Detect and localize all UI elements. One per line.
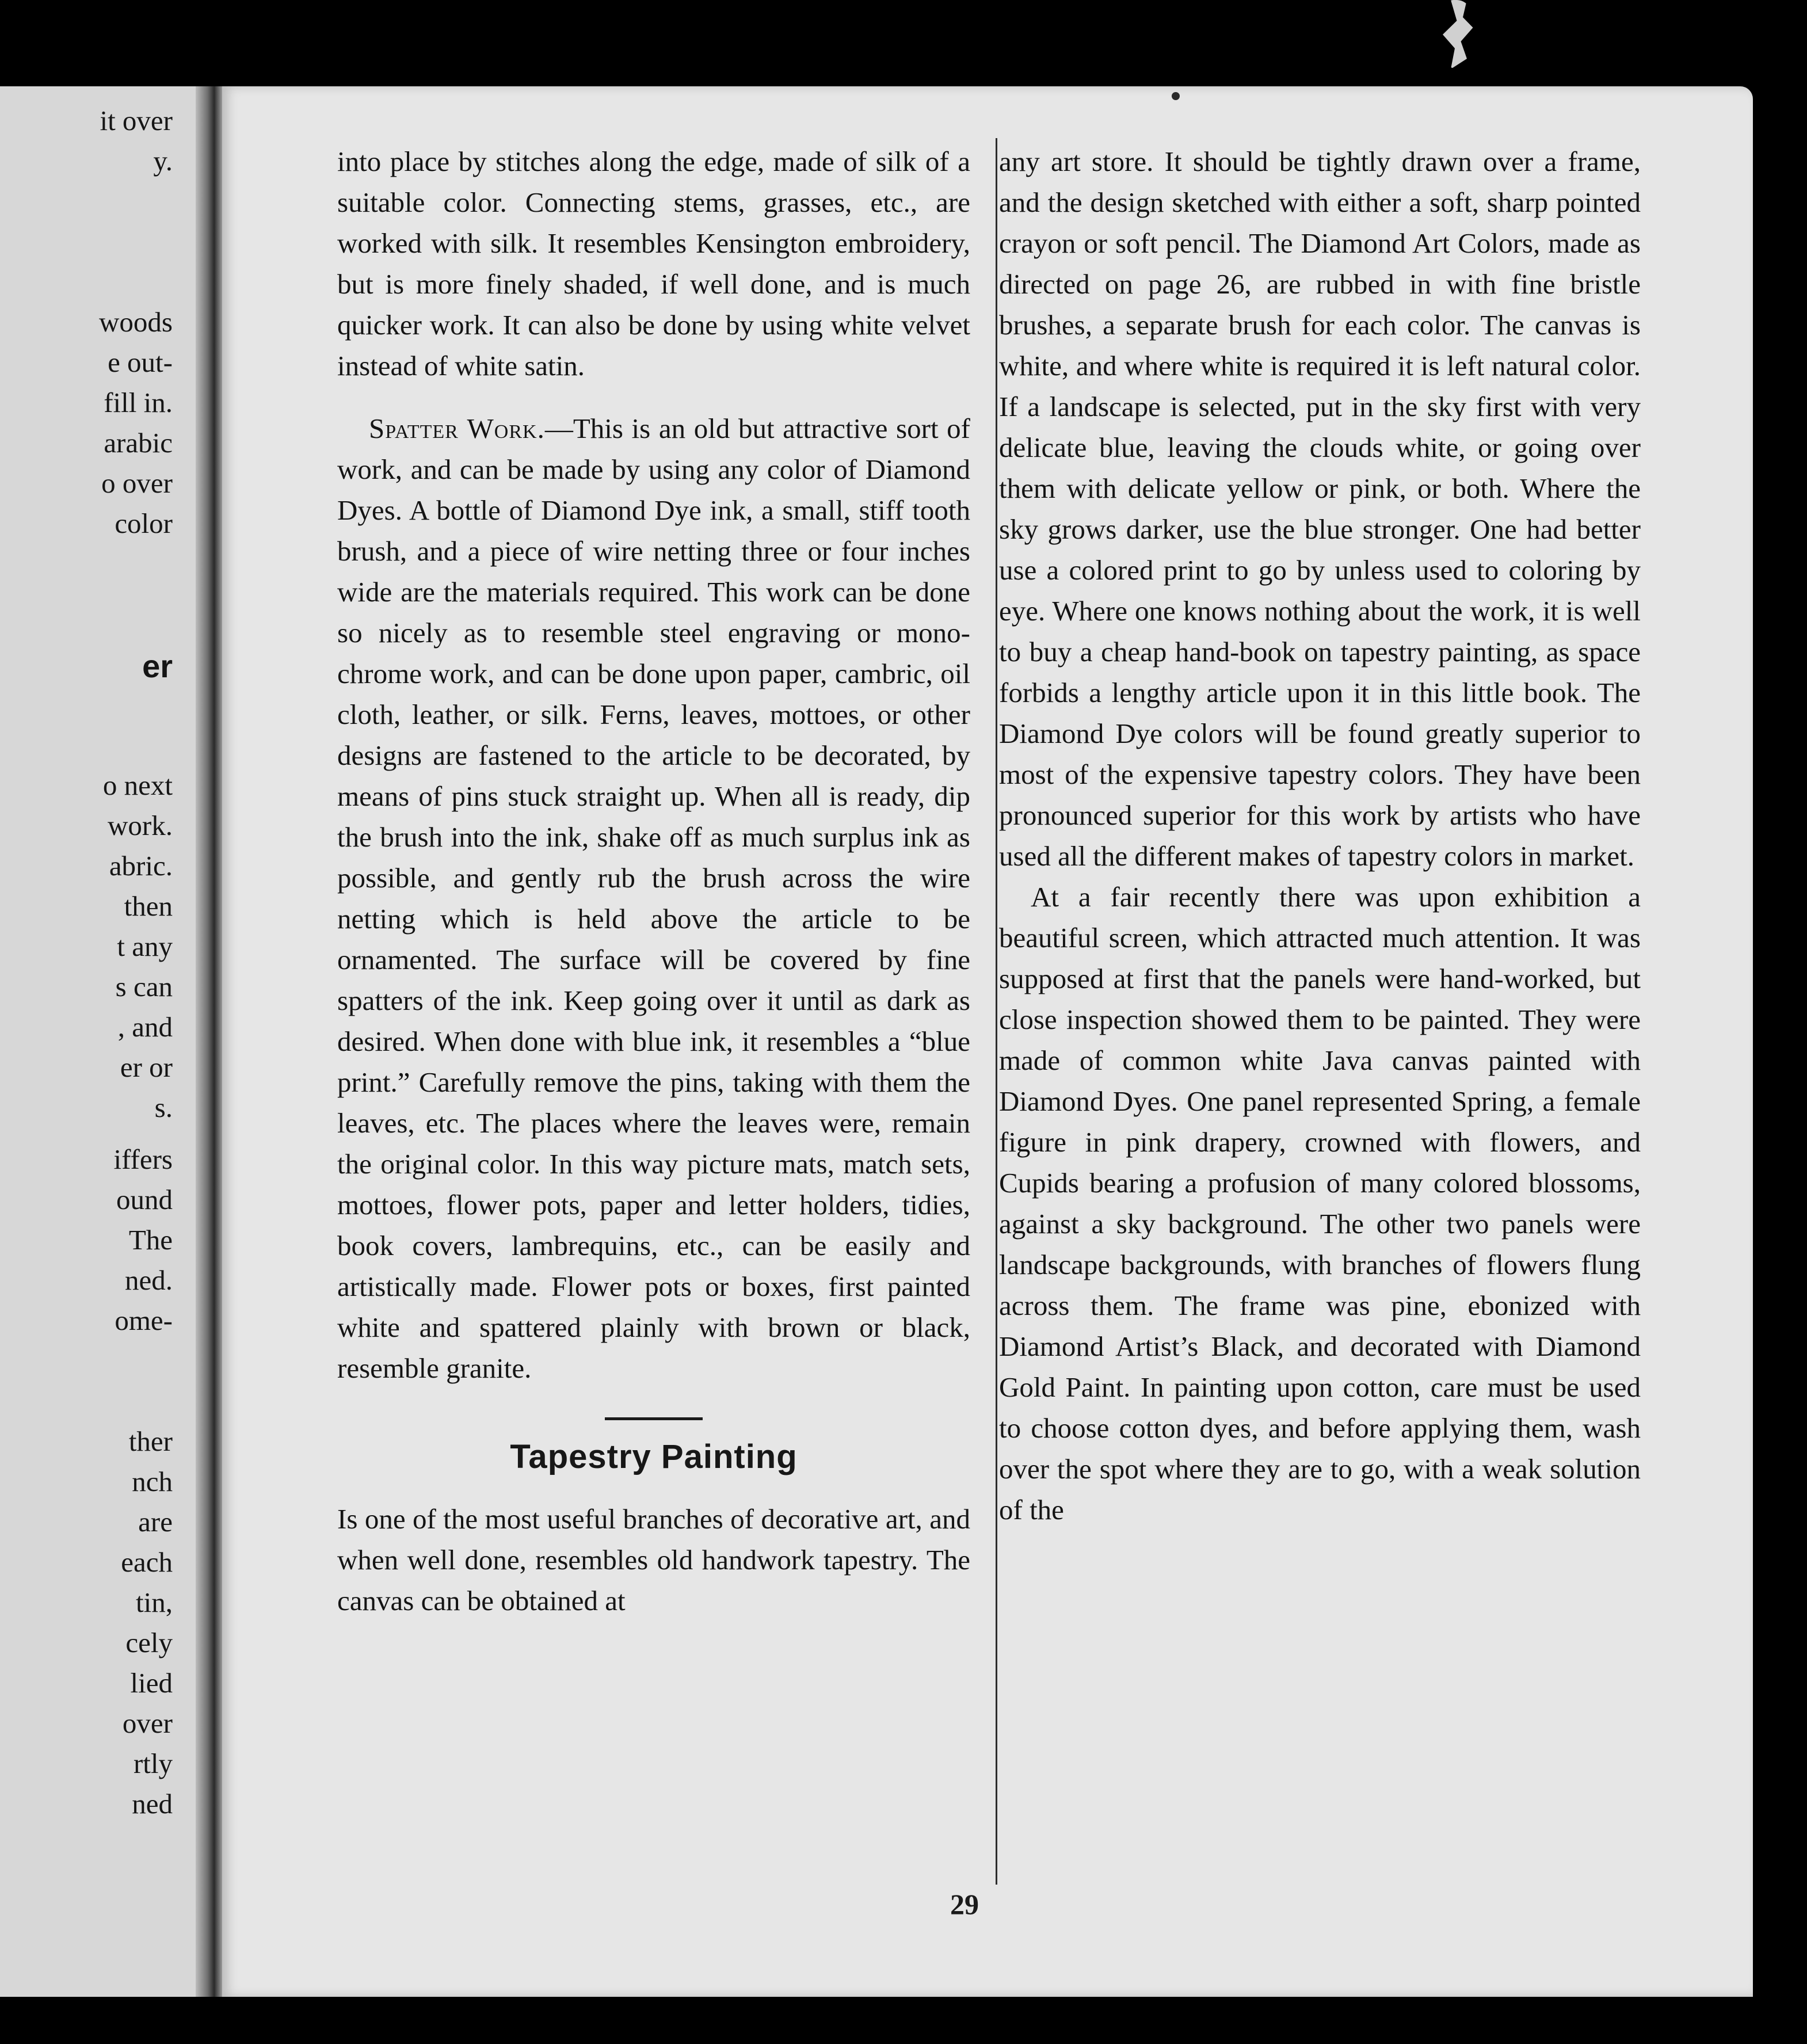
previous-page-text-fragment: abric. bbox=[109, 850, 173, 882]
previous-page-text-fragment: color bbox=[115, 508, 173, 539]
previous-page-text-fragment: , and bbox=[117, 1011, 173, 1043]
previous-page-text-fragment: iffers bbox=[113, 1143, 173, 1175]
previous-page-text-fragment: it over bbox=[100, 105, 173, 136]
ink-speck bbox=[1172, 92, 1180, 100]
previous-page-text-fragment: work. bbox=[108, 810, 173, 841]
page-number: 29 bbox=[950, 1888, 979, 1920]
screen-exhibition-paragraph: At a fair recently there was upon exhibition a beautiful screen, which attracted much attention. It was supposed at first that the panels were hand-worked, but close inspection showed them to be painted. They were made of common white Java canvas painted with Diamond Dyes. One panel represented Spring, a female figure in pink drapery, crowned with flowers, and Cupids bearing a profusion of many colored blossoms, against a sky background. The other two panels were landscape backgrounds, with branches of flowers flung across them. The frame was pine, ebonized with Diamond Artist’s Black, and decorated with Diamond Gold Paint. In painting upon cotton, care must be used to choose cotton dyes, and before applying them, wash over the spot where they are to go, with a weak solution of the bbox=[999, 881, 1641, 1526]
book-binding-gutter bbox=[196, 86, 222, 1997]
previous-page-text-fragment: ned bbox=[132, 1788, 173, 1820]
previous-page-text-fragment: e out- bbox=[108, 346, 173, 378]
previous-page-text-fragment: then bbox=[124, 890, 173, 922]
previous-page-text-fragment: ound bbox=[116, 1184, 173, 1215]
previous-page-text-fragment: s can bbox=[115, 971, 173, 1002]
previous-page-text-fragment: ned. bbox=[125, 1264, 173, 1296]
previous-page-text-fragment: each bbox=[121, 1546, 173, 1578]
previous-page-text-fragment: The bbox=[128, 1224, 173, 1256]
torn-paper-fragment bbox=[1439, 0, 1479, 69]
previous-page-text-fragment: o over bbox=[101, 467, 173, 499]
previous-page-text-fragment: fill in. bbox=[104, 387, 173, 418]
previous-page-heading-fragment: er bbox=[142, 648, 173, 684]
tapestry-painting-heading: Tapestry Painting bbox=[510, 1438, 798, 1475]
book-page bbox=[222, 86, 1753, 1997]
previous-page-edge bbox=[0, 86, 196, 1997]
left-text-column bbox=[337, 141, 970, 1621]
previous-page-text-fragment: t any bbox=[117, 931, 173, 962]
previous-page-text-fragment: are bbox=[138, 1506, 173, 1538]
previous-page-text-fragment: ome- bbox=[115, 1305, 173, 1336]
previous-page-text-fragment: nch bbox=[132, 1466, 173, 1497]
previous-page-text-fragment: tin, bbox=[136, 1587, 173, 1618]
previous-page-text-fragment: rtly bbox=[133, 1748, 173, 1779]
previous-page-text-fragment: lied bbox=[130, 1667, 173, 1699]
spatter-work-paragraph bbox=[337, 408, 970, 1389]
embroidery-paragraph: into place by stitches along the edge, made of silk of a suitable color. Connecting stems, grasses, etc., are worked with silk. It resembles Kensington embroidery, but is more finely shaded, if well done, and is much quicker work. It can also be done by using white velvet instead of white satin. bbox=[337, 146, 970, 382]
previous-page-text-fragment: o next bbox=[102, 769, 173, 801]
tapestry-continued-paragraph: any art store. It should be tightly drawn over a frame, and the design sketched with either a soft, sharp pointed crayon or soft pencil. The Diamond Art Colors, made as directed on page 26, are rubbed in with fine bristle brushes, a separate brush for each color. The canvas is white, and where white is required it is left natural color. If a landscape is selected, put in the sky first with very delicate blue, leaving the clouds white, or going over them with delicate yellow or pink, or both. Where the sky grows darker, use the blue stronger. One had better use a colored print to go by unless used to coloring by eye. Where one knows nothing about the work, it is well to buy a cheap hand-book on tapestry painting, as space forbids a lengthy article upon it in this little book. The Diamond Dye colors will be found greatly superior to most of the expensive tapestry colors. They have been pronounced superior for this work by artists who have used all the different makes of tapestry colors in market. bbox=[999, 146, 1641, 872]
tapestry-intro-paragraph: Is one of the most useful branches of decorative art, and when well done, resembles old handwork tapestry. The canvas can be obtained at bbox=[337, 1503, 970, 1616]
previous-page-text-fragment: over bbox=[122, 1707, 173, 1739]
previous-page-text-fragment: ther bbox=[128, 1425, 173, 1457]
column-rule bbox=[996, 138, 997, 1885]
previous-page-text-fragment: arabic bbox=[104, 427, 173, 459]
right-text-column bbox=[999, 141, 1641, 1530]
spatter-work-body: —This is an old but attractive sort of work, and can be made by using any color of Diamond Dyes. A bottle of Diamond Dye ink, a small, stiff tooth brush, and a piece of wire netting three or four inches wide are the materials required. This work can be done so nicely as to resemble steel engraving or mono-chrome work, and can be done upon paper, cambric, oil cloth, leather, or silk. Ferns, leaves, mottoes, or other designs are fastened to the article to be decorated, by means of pins stuck straight up. When all is ready, dip the brush into the ink, shake off as much surplus ink as possible, and gently rub the brush across the wire netting which is held above the article to be ornamented. The surface will be covered by fine spatters of the ink. Keep going over it until as dark as desired. When done with blue ink, it resembles a “blue print.” Carefully remove the pins, taking with them the leaves, etc. The places where the leaves were, remain the original color. In this way picture mats, match sets, mottoes, flower pots, paper and letter holders, tidies, book covers, lambrequins, etc., can be easily and artistically made. Flower pots or boxes, first painted white and spattered plainly with brown or black, resemble granite. bbox=[337, 413, 970, 1384]
section-divider bbox=[605, 1417, 703, 1420]
previous-page-text-fragment: er or bbox=[120, 1051, 173, 1083]
spatter-work-title: Spatter Work. bbox=[369, 413, 545, 444]
previous-page-text-fragment: woods bbox=[99, 306, 173, 338]
previous-page-text-fragment: s. bbox=[154, 1092, 173, 1123]
previous-page-text-fragment: y. bbox=[153, 145, 173, 177]
previous-page-text-fragment: cely bbox=[125, 1627, 173, 1658]
